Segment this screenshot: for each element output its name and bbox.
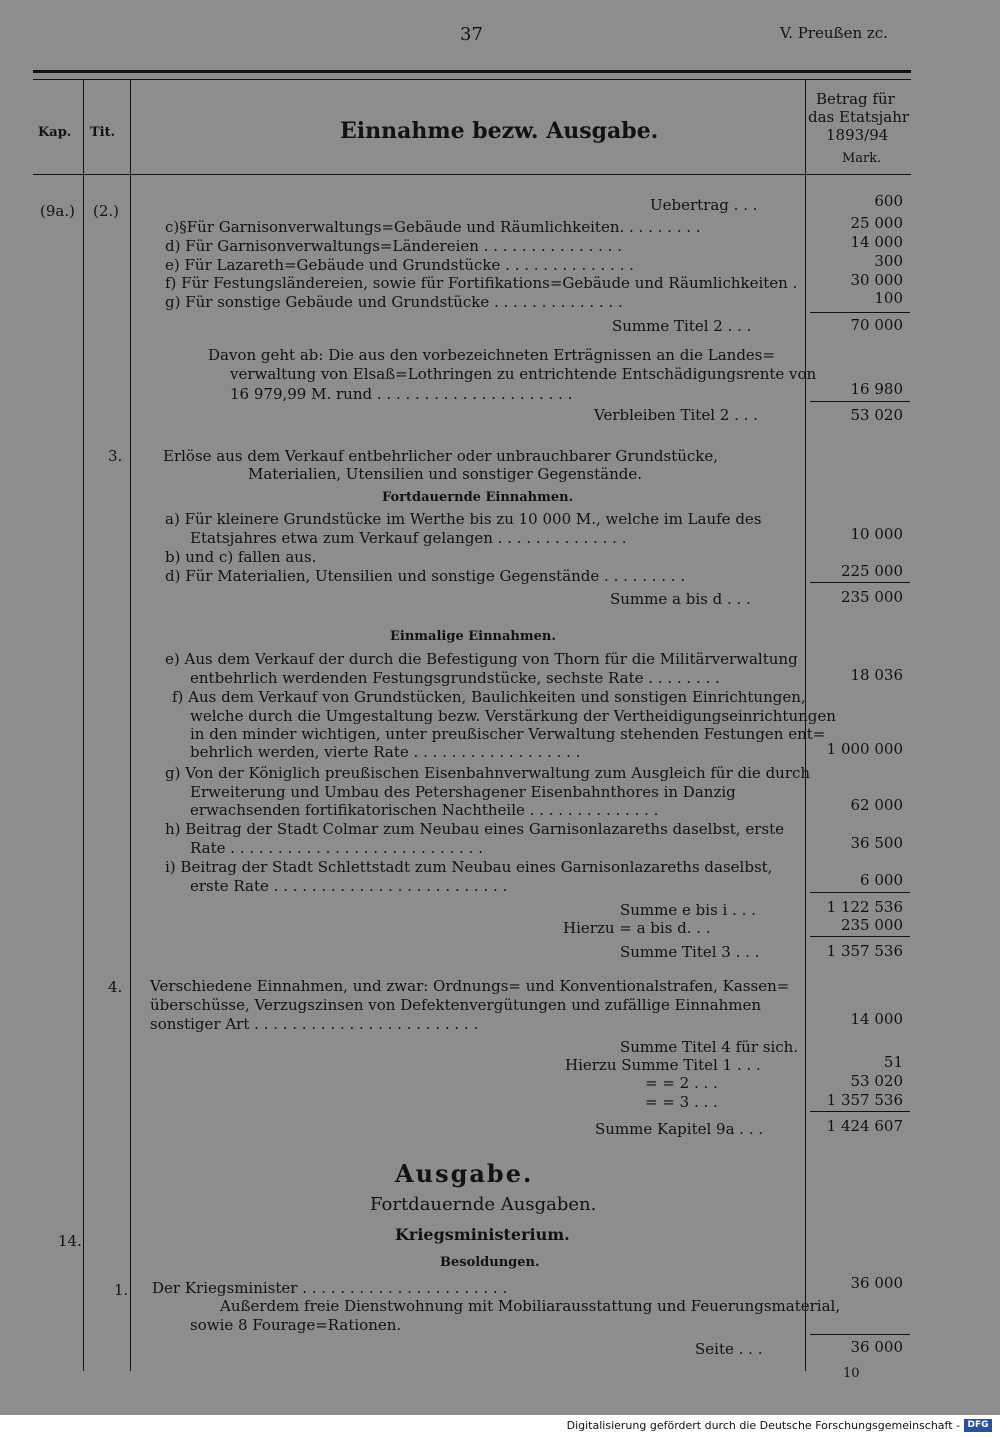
line-text: 16 979,99 M. rund . . . . . . . . . . . . . . . . . . . . . bbox=[230, 385, 573, 403]
line-text: = = 2 . . . bbox=[645, 1074, 718, 1092]
line-text: Etatsjahres etwa zum Verkauf gelangen . . . . . . . . . . . . . . bbox=[190, 529, 627, 547]
line-amount: 14 000 bbox=[850, 1010, 903, 1028]
kap-label: (9a.) bbox=[40, 202, 75, 220]
amount-header-line2: das Etatsjahr bbox=[808, 108, 910, 126]
line-amount: 600 bbox=[874, 192, 903, 210]
line-text: sowie 8 Fourage=Rationen. bbox=[190, 1316, 402, 1334]
digitization-footer bbox=[0, 1415, 1000, 1437]
line-text: h) Beitrag der Stadt Colmar zum Neubau eines Garnisonlazareths daselbst, erste bbox=[165, 820, 784, 838]
amount-unit: Mark. bbox=[842, 151, 882, 166]
line-text: in den minder wichtigen, unter preußischer Verwaltung stehenden Festungen ent= bbox=[190, 725, 826, 743]
line-text: b) und c) fallen aus. bbox=[165, 548, 317, 566]
kap-header: Kap. bbox=[38, 125, 72, 140]
line-amount: 235 000 bbox=[840, 916, 903, 934]
line-text: i) Beitrag der Stadt Schlettstadt zum Neubau eines Garnisonlazareths daselbst, bbox=[165, 858, 773, 876]
tit-header: Tit. bbox=[90, 125, 116, 140]
kap-column-divider bbox=[83, 79, 84, 1371]
line-text: Erlöse aus dem Verkauf entbehrlicher oder unbrauchbarer Grundstücke, bbox=[163, 447, 719, 465]
sum-rule bbox=[810, 582, 910, 583]
line-amount: 25 000 bbox=[850, 214, 903, 232]
line-text: d) Für Garnisonverwaltungs=Ländereien . . . . . . . . . . . . . . . bbox=[165, 237, 622, 255]
line-text: Summe Titel 4 für sich. bbox=[620, 1038, 799, 1056]
line-amount: 1 357 536 bbox=[826, 942, 903, 960]
line-amount: 53 020 bbox=[850, 406, 903, 424]
line-text: verwaltung von Elsaß=Lothringen zu entrichtende Entschädigungsrente von bbox=[230, 365, 817, 383]
line-text: erste Rate . . . . . . . . . . . . . . . . . . . . . . . . . bbox=[190, 877, 508, 895]
line-text: Davon geht ab: Die aus den vorbezeichneten Erträgnissen an die Landes= bbox=[208, 346, 776, 364]
amount-header-line3: 1893/94 bbox=[826, 126, 889, 144]
line-text: behrlich werden, vierte Rate . . . . . . . . . . . . . . . . . . bbox=[190, 743, 581, 761]
line-text: f) Aus dem Verkauf von Grundstücken, Baulichkeiten und sonstigen Einrichtungen, bbox=[172, 688, 806, 706]
line-text: d) Für Materialien, Utensilien und sonstige Gegenstände . . . . . . . . . bbox=[165, 567, 686, 585]
section-subheading: Kriegsministerium. bbox=[395, 1225, 570, 1244]
line-amount: 300 bbox=[874, 252, 903, 270]
line-amount: 70 000 bbox=[850, 316, 903, 334]
tit-label: 3. bbox=[108, 447, 123, 465]
line-text: welche durch die Umgestaltung bezw. Verstärkung der Vertheidigungseinrichtungen bbox=[190, 707, 836, 725]
line-text: Summe Titel 3 . . . bbox=[620, 943, 760, 961]
line-amount: 100 bbox=[874, 289, 903, 307]
line-text: überschüsse, Verzugszinsen von Defektenvergütungen und zufällige Einnahmen bbox=[150, 996, 762, 1014]
line-text: e) Aus dem Verkauf der durch die Befestigung von Thorn für die Militärverwaltung bbox=[165, 650, 798, 668]
kap-label: 14. bbox=[58, 1232, 82, 1250]
line-amount: 18 036 bbox=[850, 666, 903, 684]
line-amount: 62 000 bbox=[850, 796, 903, 814]
running-title: V. Preußen zc. bbox=[780, 24, 888, 42]
line-text: Verbleiben Titel 2 . . . bbox=[594, 406, 758, 424]
sum-rule bbox=[810, 401, 910, 402]
main-header: Einnahme bezw. Ausgabe. bbox=[340, 118, 659, 144]
top-rule-thin bbox=[33, 79, 911, 80]
line-amount: 36 500 bbox=[850, 834, 903, 852]
line-text: e) Für Lazareth=Gebäude und Grundstücke . . . . . . . . . . . . . . bbox=[165, 256, 634, 274]
subheading: Einmalige Einnahmen. bbox=[390, 629, 556, 644]
line-amount: 16 980 bbox=[850, 380, 903, 398]
line-amount: 30 000 bbox=[850, 271, 903, 289]
line-text: g) Für sonstige Gebäude und Grundstücke . . . . . . . . . . . . . . bbox=[165, 293, 623, 311]
line-amount: 1 122 536 bbox=[826, 898, 903, 916]
amount-header-line1: Betrag für bbox=[816, 90, 895, 108]
line-text: Außerdem freie Dienstwohnung mit Mobiliarausstattung und Feuerungsmaterial, bbox=[220, 1297, 841, 1315]
sum-rule bbox=[810, 1334, 910, 1335]
line-text: Hierzu Summe Titel 1 . . . bbox=[565, 1056, 761, 1074]
tit-label: (2.) bbox=[93, 202, 120, 220]
sum-rule bbox=[810, 936, 910, 937]
line-text: Summe Titel 2 . . . bbox=[612, 317, 752, 335]
line-text: erwachsenden fortifikatorischen Nachtheile . . . . . . . . . . . . . . bbox=[190, 801, 659, 819]
line-text: Hierzu = a bis d. . . bbox=[563, 919, 711, 937]
line-text: Seite . . . bbox=[695, 1340, 763, 1358]
top-rule bbox=[33, 70, 911, 73]
line-text: f) Für Festungsländereien, sowie für Fortifikations=Gebäude und Räumlichkeiten . bbox=[165, 274, 798, 292]
footer-text: Digitalisierung gefördert durch die Deutsche Forschungsgemeinschaft - bbox=[566, 1419, 960, 1432]
line-amount: 14 000 bbox=[850, 233, 903, 251]
tit-column-divider bbox=[130, 79, 131, 1371]
header-rule bbox=[33, 174, 911, 175]
line-text: a) Für kleinere Grundstücke im Werthe bis zu 10 000 M., welche im Laufe des bbox=[165, 510, 762, 528]
line-text: sonstiger Art . . . . . . . . . . . . . . . . . . . . . . . . bbox=[150, 1015, 479, 1033]
line-text: Erweiterung und Umbau des Petershagener Eisenbahnthores in Danzig bbox=[190, 783, 736, 801]
sum-rule bbox=[810, 312, 910, 313]
line-text: Summe a bis d . . . bbox=[610, 590, 751, 608]
line-amount: 1 000 000 bbox=[826, 740, 903, 758]
line-text: = = 3 . . . bbox=[645, 1093, 718, 1111]
sum-rule bbox=[810, 1111, 910, 1112]
section-subheading: Fortdauernde Ausgaben. bbox=[370, 1194, 597, 1215]
subheading: Fortdauernde Einnahmen. bbox=[382, 490, 574, 505]
line-text: Summe Kapitel 9a . . . bbox=[595, 1120, 764, 1138]
line-amount: 6 000 bbox=[860, 871, 903, 889]
line-text: Materialien, Utensilien und sonstiger Gegenstände. bbox=[248, 465, 642, 483]
line-amount: 53 020 bbox=[850, 1072, 903, 1090]
line-text: Summe e bis i . . . bbox=[620, 901, 756, 919]
line-amount: 36 000 bbox=[850, 1338, 903, 1356]
line-text: Der Kriegsminister . . . . . . . . . . . . . . . . . . . . . . bbox=[152, 1279, 508, 1297]
tit-label: 4. bbox=[108, 978, 123, 996]
line-text: Rate . . . . . . . . . . . . . . . . . . . . . . . . . . . bbox=[190, 839, 483, 857]
line-amount: 1 357 536 bbox=[826, 1091, 903, 1109]
sum-rule bbox=[810, 892, 910, 893]
sheet-signature: 10 bbox=[843, 1366, 860, 1381]
line-amount: 235 000 bbox=[840, 588, 903, 606]
line-text: g) Von der Königlich preußischen Eisenbahnverwaltung zum Ausgleich für die durch bbox=[165, 764, 811, 782]
section-subheading: Besoldungen. bbox=[440, 1255, 540, 1270]
tit-label: 1. bbox=[114, 1281, 129, 1299]
line-text: c)§Für Garnisonverwaltungs=Gebäude und Räumlichkeiten. . . . . . . . . bbox=[165, 218, 701, 236]
line-amount: 36 000 bbox=[850, 1274, 903, 1292]
line-text: entbehrlich werdenden Festungsgrundstücke, sechste Rate . . . . . . . . bbox=[190, 669, 720, 687]
line-amount: 51 bbox=[883, 1053, 903, 1071]
section-heading: Ausgabe. bbox=[395, 1159, 534, 1188]
line-text: Uebertrag . . . bbox=[650, 196, 758, 214]
line-amount: 10 000 bbox=[850, 525, 903, 543]
dfg-logo-icon: DFG bbox=[964, 1419, 992, 1432]
line-text: Verschiedene Einnahmen, und zwar: Ordnungs= und Konventionalstrafen, Kassen= bbox=[150, 977, 790, 995]
line-amount: 225 000 bbox=[840, 562, 903, 580]
page-number: 37 bbox=[460, 24, 483, 45]
line-amount: 1 424 607 bbox=[826, 1117, 903, 1135]
